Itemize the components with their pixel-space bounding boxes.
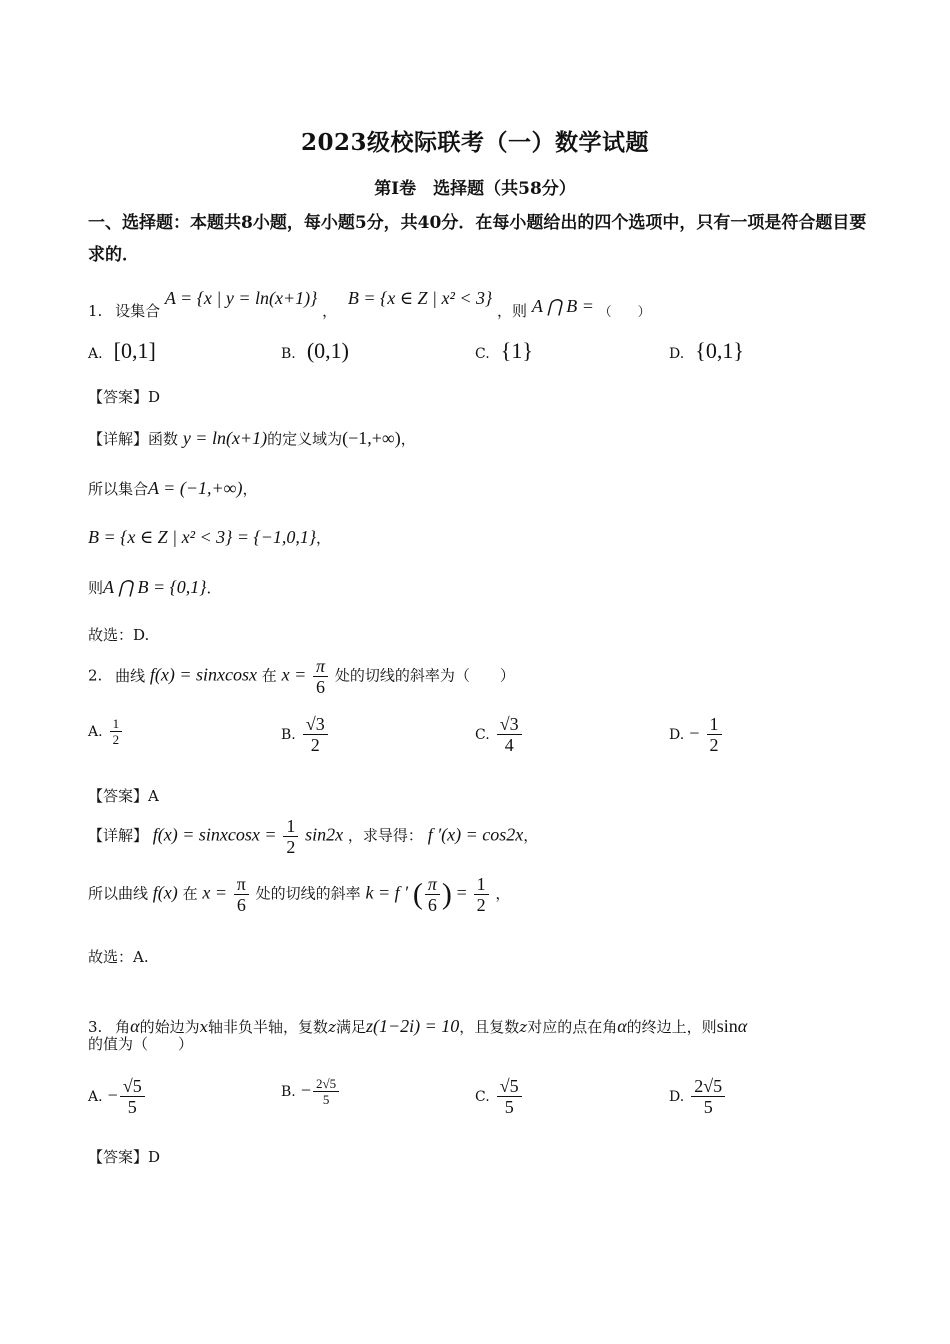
detail-fraction — [474, 874, 489, 915]
set-a: A = {x | y = ln(x+1)} — [164, 288, 318, 308]
question-text: 轴非负半轴，复数 — [208, 1018, 329, 1036]
option-fraction — [313, 1076, 339, 1107]
option-label: B. — [281, 727, 296, 743]
fraction-numerator: 2√5 — [691, 1076, 725, 1097]
fraction-numerator: π — [425, 874, 440, 895]
detail-text: 在 — [182, 884, 198, 903]
option-label: B. — [281, 346, 296, 362]
option-label: A. — [88, 1089, 103, 1105]
function: f(x) = sinxcosx — [149, 664, 257, 685]
option-value: {1} — [500, 338, 533, 363]
alpha: α — [617, 1016, 627, 1036]
detail-text: ． — [206, 579, 222, 597]
question-number: 1. — [88, 302, 103, 320]
detail-math: f(x) = sinxcosx = — [152, 824, 277, 845]
q1-detail-line-4 — [88, 577, 222, 598]
fraction-numerator: 1 — [283, 816, 298, 837]
q1-detail-line-2 — [88, 478, 257, 499]
alpha: α — [737, 1016, 748, 1036]
open-paren: ( — [412, 877, 423, 911]
fraction-numerator: √3 — [497, 714, 522, 735]
option-sign: − — [689, 723, 700, 743]
detail-math: A = (−1,+∞) — [148, 478, 243, 498]
option-fraction — [707, 714, 722, 755]
q3-option-a — [88, 1076, 147, 1117]
fraction-denominator: 2 — [310, 735, 320, 755]
q1-option-b — [281, 338, 349, 364]
detail-math: (−1,+∞) — [342, 428, 401, 448]
detail-text: ， — [400, 430, 416, 448]
option-fraction — [110, 716, 123, 747]
question-2 — [88, 656, 515, 697]
option-fraction — [497, 714, 522, 755]
q1-option-d — [669, 338, 744, 364]
question-text: ，且复数 — [459, 1018, 520, 1036]
detail-text: 则 — [88, 579, 104, 597]
option-fraction — [120, 1076, 145, 1117]
var-z: z — [328, 1018, 336, 1036]
fraction-denominator: 5 — [703, 1097, 713, 1117]
option-label: D. — [669, 346, 685, 362]
pi-over-six — [425, 874, 440, 915]
var-z: z — [519, 1018, 528, 1036]
fraction-denominator: 5 — [322, 1092, 330, 1107]
q2-option-a — [88, 716, 124, 747]
q3-answer: 【答案】D — [88, 1148, 161, 1166]
detail-text: ， — [523, 826, 539, 845]
q3-option-c — [475, 1076, 524, 1117]
question-3-line-2: 的值为（ ） — [88, 1035, 194, 1053]
detail-math: f ′(x) = cos2x — [427, 824, 524, 845]
q1-detail-line-1 — [88, 428, 416, 449]
question-text: 角 — [115, 1018, 131, 1036]
question-text: 设集合 — [115, 302, 161, 320]
equation: z(1−2i) = 10 — [365, 1016, 460, 1036]
x-equals: x = — [281, 664, 307, 685]
section-instructions: 一、选择题：本题共8小题，每小题5分，共40分．在每小题给出的四个选项中，只有一项是符合题目要求的． — [88, 213, 867, 265]
option-sign: − — [107, 1085, 118, 1105]
close-paren: ) — [441, 877, 452, 911]
q1-detail-line-3 — [88, 527, 331, 548]
detail-text: ， — [495, 884, 511, 903]
q2-choose: 故选：A. — [88, 948, 149, 966]
q2-answer: 【答案】A — [88, 787, 159, 805]
blank-paren: （ ） — [598, 305, 651, 320]
q3-option-d — [669, 1076, 727, 1117]
detail-math: f(x) — [152, 882, 178, 903]
detail-text: 所以集合 — [88, 480, 149, 498]
option-label: D. — [669, 1089, 685, 1105]
fraction-denominator: 5 — [504, 1097, 514, 1117]
q3-option-b — [281, 1076, 341, 1107]
option-label: C. — [475, 1089, 490, 1105]
detail-tag: 【详解】 — [88, 430, 149, 448]
fraction-numerator: 1 — [110, 716, 123, 732]
pi-over-six — [234, 874, 249, 915]
detail-text: 的定义域为 — [267, 430, 343, 448]
fraction-denominator: 2 — [286, 837, 296, 857]
detail-math: sin2x — [305, 824, 344, 845]
detail-math: A ⋂ B = {0,1} — [103, 577, 207, 597]
fraction-numerator: √5 — [120, 1076, 145, 1097]
detail-math: x = — [202, 882, 227, 903]
question-text: 对应的点在角 — [527, 1018, 618, 1036]
detail-text: ，求导得： — [347, 826, 423, 845]
q1-option-a — [88, 338, 156, 364]
option-label: A. — [88, 724, 103, 740]
fraction-numerator: 1 — [707, 714, 722, 735]
fraction-denominator: 2 — [112, 732, 120, 747]
q2-option-c — [475, 714, 524, 755]
question-text-tail: ，则 — [497, 302, 528, 320]
q2-option-b — [281, 714, 330, 755]
option-fraction — [691, 1076, 725, 1117]
q1-option-c — [475, 338, 533, 364]
q2-detail-line-1 — [88, 816, 538, 857]
fraction-numerator: √5 — [497, 1076, 522, 1097]
pi-over-six — [313, 656, 328, 697]
option-label: C. — [475, 346, 490, 362]
var-x: x — [199, 1018, 209, 1036]
question-1 — [88, 288, 651, 321]
detail-math: k = f ′ — [365, 882, 409, 903]
fraction-denominator: 5 — [127, 1097, 137, 1117]
fraction-denominator: 2 — [709, 735, 719, 755]
detail-text: ， — [242, 480, 258, 498]
question-text: 的始边为 — [139, 1018, 200, 1036]
option-value: (0,1) — [306, 338, 349, 363]
question-text-tail: 处的切线的斜率为（ ） — [334, 666, 515, 685]
fraction-denominator: 6 — [427, 895, 437, 915]
fraction-numerator: π — [313, 656, 328, 677]
page-title: 2023级校际联考（一）数学试题 — [300, 129, 649, 156]
option-value: {0,1} — [695, 338, 744, 363]
fraction-numerator: 1 — [474, 874, 489, 895]
question-text: 曲线 — [115, 666, 146, 685]
option-label: D. — [669, 727, 685, 743]
separator: ， — [322, 302, 338, 320]
option-label: B. — [281, 1084, 296, 1100]
sin: sin — [716, 1016, 738, 1036]
question-text: 的终边上，则 — [626, 1018, 717, 1036]
intersection: A ⋂ B = — [531, 296, 594, 316]
detail-text: 所以曲线 — [88, 884, 149, 903]
q2-detail-line-2 — [88, 874, 510, 915]
question-text: 满足 — [335, 1018, 366, 1036]
q1-answer: 【答案】D — [88, 388, 161, 406]
detail-text: ， — [316, 529, 332, 547]
detail-tag: 【详解】 — [88, 826, 149, 845]
fraction-numerator: 2√5 — [313, 1076, 339, 1092]
option-label: C. — [475, 727, 490, 743]
detail-text: 处的切线的斜率 — [255, 884, 361, 903]
detail-text: 函数 — [148, 430, 179, 448]
option-fraction — [303, 714, 328, 755]
detail-math: B = {x ∈ Z | x² < 3} = {−1,0,1} — [88, 527, 317, 547]
detail-math: y = ln(x+1) — [182, 428, 268, 448]
option-label: A. — [88, 346, 103, 362]
equals: = — [456, 882, 467, 903]
question-text: 在 — [261, 666, 277, 685]
q2-option-d — [669, 714, 724, 755]
fraction-numerator: √3 — [303, 714, 328, 735]
fraction-denominator: 6 — [236, 895, 246, 915]
q1-choose: 故选：D. — [88, 626, 150, 644]
option-sign: − — [300, 1080, 311, 1100]
fraction-denominator: 2 — [476, 895, 486, 915]
fraction-numerator: π — [234, 874, 249, 895]
section-subtitle: 第Ⅰ卷 选择题（共58分） — [374, 179, 576, 199]
question-number: 3. — [88, 1018, 103, 1036]
alpha: α — [130, 1016, 140, 1036]
option-value: [0,1] — [113, 338, 156, 363]
question-number: 2. — [88, 666, 103, 685]
detail-fraction — [283, 816, 298, 857]
set-b: B = {x ∈ Z | x² < 3} — [347, 288, 493, 308]
fraction-denominator: 6 — [316, 677, 326, 697]
fraction-denominator: 4 — [504, 735, 514, 755]
option-fraction — [497, 1076, 522, 1117]
